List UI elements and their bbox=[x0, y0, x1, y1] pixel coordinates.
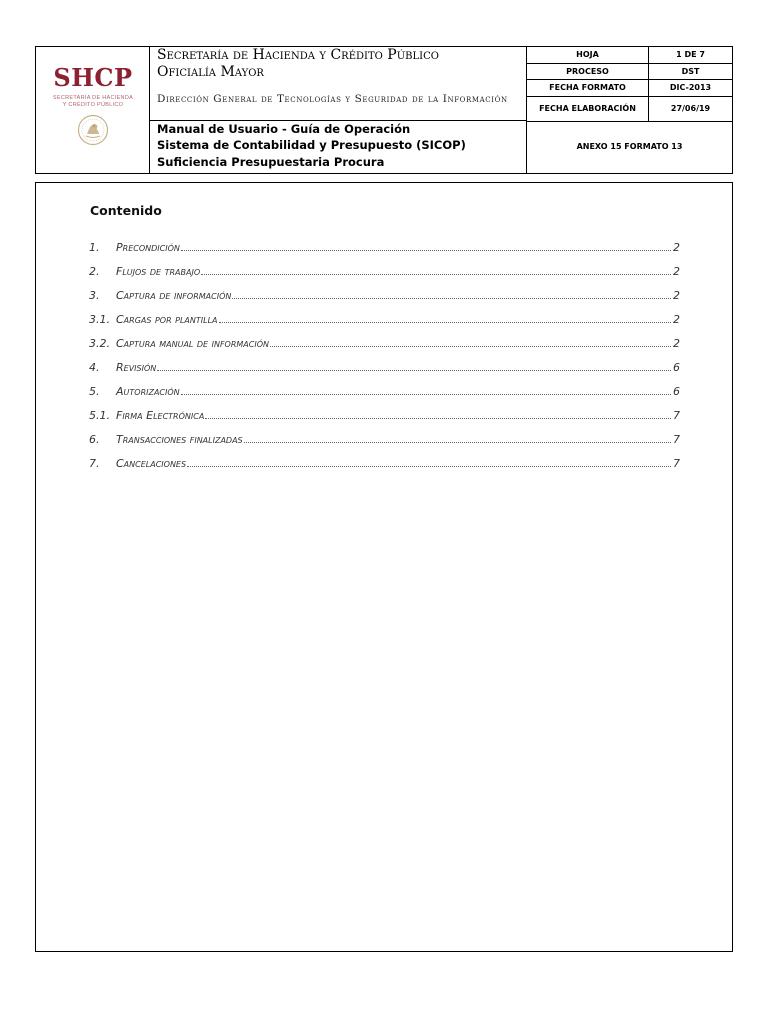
toc-entry-number: 4. bbox=[89, 361, 100, 374]
toc-entry-number: 3.1. bbox=[89, 313, 110, 326]
meta-label-hoja: HOJA bbox=[527, 47, 649, 64]
content-page bbox=[35, 182, 733, 952]
table-of-contents bbox=[89, 241, 680, 481]
office-name: Oficialía Mayor bbox=[157, 64, 264, 80]
toc-entry-title: Firma Electrónica bbox=[116, 409, 205, 422]
toc-entry-title: Captura manual de información bbox=[116, 337, 270, 350]
meta-label-fecha-formato: FECHA FORMATO bbox=[527, 80, 649, 97]
toc-entry-number: 5.1. bbox=[89, 409, 110, 422]
toc-entry[interactable] bbox=[89, 433, 680, 457]
toc-leader-dots bbox=[232, 298, 671, 299]
toc-leader-dots bbox=[201, 274, 671, 275]
toc-entry[interactable] bbox=[89, 337, 680, 361]
toc-entry-title: Cargas por plantilla bbox=[116, 313, 218, 326]
toc-entry-page: 2 bbox=[673, 241, 680, 254]
meta-value-fecha-formato: DIC-2013 bbox=[649, 80, 732, 97]
toc-leader-dots bbox=[157, 370, 671, 371]
toc-entry-page: 6 bbox=[673, 385, 680, 398]
toc-leader-dots bbox=[205, 418, 671, 419]
toc-leader-dots bbox=[181, 250, 671, 251]
toc-leader-dots bbox=[244, 442, 671, 443]
organization-title-cell bbox=[150, 47, 527, 121]
toc-entry-page: 6 bbox=[673, 361, 680, 374]
document-title-line-2: Sistema de Contabilidad y Presupuesto (SICOP) bbox=[157, 138, 466, 152]
shcp-logo: SHCP bbox=[53, 63, 133, 92]
document-title-line-3: Suficiencia Presupuestaria Procura bbox=[157, 155, 385, 169]
document-header bbox=[35, 46, 733, 174]
toc-entry-title: Transacciones finalizadas bbox=[116, 433, 243, 446]
toc-entry-number: 3. bbox=[89, 289, 100, 302]
meta-value-proceso: DST bbox=[649, 64, 732, 81]
toc-entry[interactable] bbox=[89, 265, 680, 289]
toc-leader-dots bbox=[270, 346, 671, 347]
toc-entry[interactable] bbox=[89, 409, 680, 433]
toc-entry[interactable] bbox=[89, 457, 680, 481]
contents-title: Contenido bbox=[90, 203, 162, 218]
direction-name: Dirección General de Tecnologías y Seguridad de la Información bbox=[157, 93, 508, 105]
toc-entry-title: Flujos de trabajo bbox=[116, 265, 201, 278]
toc-leader-dots bbox=[181, 394, 671, 395]
national-coat-of-arms-icon bbox=[77, 114, 109, 146]
toc-entry-number: 6. bbox=[89, 433, 100, 446]
toc-entry-title: Autorización bbox=[116, 385, 180, 398]
toc-entry[interactable] bbox=[89, 289, 680, 313]
toc-entry-page: 2 bbox=[673, 313, 680, 326]
logo-subtitle: SECRETARÍA DE HACIENDA Y CRÉDITO PÚBLICO bbox=[52, 95, 134, 108]
meta-value-fecha-elaboracion: 27/06/19 bbox=[649, 97, 732, 122]
toc-entry-page: 2 bbox=[673, 337, 680, 350]
toc-entry-title: Cancelaciones bbox=[116, 457, 187, 470]
document-title-cell bbox=[150, 121, 527, 173]
organization-name: Secretaría de Hacienda y Crédito Público bbox=[157, 47, 439, 63]
toc-leader-dots bbox=[187, 466, 671, 467]
meta-label-fecha-elaboracion: FECHA ELABORACIÓN bbox=[527, 97, 649, 122]
toc-entry-number: 1. bbox=[89, 241, 100, 254]
toc-entry[interactable] bbox=[89, 241, 680, 265]
toc-entry[interactable] bbox=[89, 313, 680, 337]
toc-entry-page: 2 bbox=[673, 289, 680, 302]
toc-entry-page: 7 bbox=[673, 409, 680, 422]
toc-entry-number: 5. bbox=[89, 385, 100, 398]
meta-value-hoja: 1 DE 7 bbox=[649, 47, 732, 64]
toc-leader-dots bbox=[219, 322, 671, 323]
toc-entry[interactable] bbox=[89, 361, 680, 385]
toc-entry-title: Captura de información bbox=[116, 289, 232, 302]
toc-entry-number: 7. bbox=[89, 457, 100, 470]
meta-label-proceso: PROCESO bbox=[527, 64, 649, 81]
toc-entry-page: 7 bbox=[673, 457, 680, 470]
toc-entry-page: 2 bbox=[673, 265, 680, 278]
toc-entry-title: Revisión bbox=[116, 361, 157, 374]
toc-entry-title: Precondición bbox=[116, 241, 180, 254]
anexo-label: ANEXO 15 FORMATO 13 bbox=[576, 142, 683, 151]
logo-cell bbox=[36, 47, 150, 173]
toc-entry[interactable] bbox=[89, 385, 680, 409]
document-title-line-1: Manual de Usuario - Guía de Operación bbox=[157, 122, 411, 136]
toc-entry-number: 3.2. bbox=[89, 337, 110, 350]
toc-entry-number: 2. bbox=[89, 265, 100, 278]
toc-entry-page: 7 bbox=[673, 433, 680, 446]
